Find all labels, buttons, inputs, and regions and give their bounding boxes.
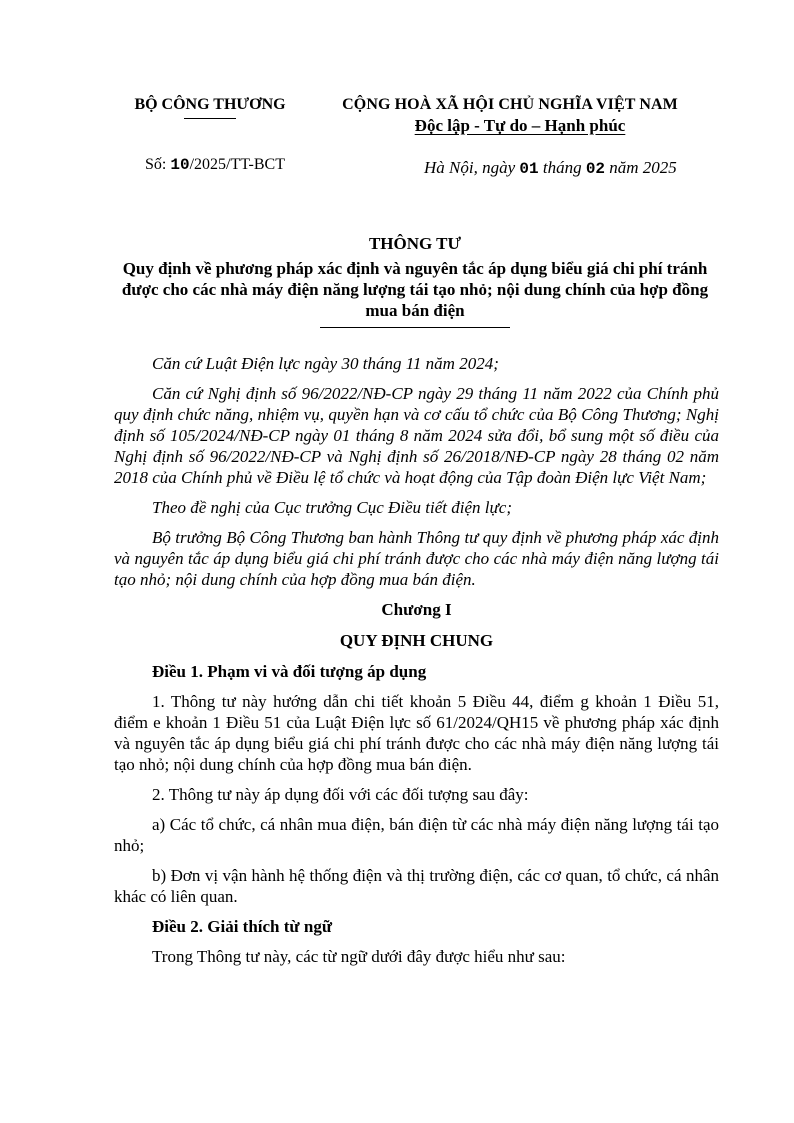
issue-date (380, 158, 750, 178)
issuing-authority (110, 95, 310, 119)
doc-no-number: 10 (170, 156, 190, 174)
doc-no-prefix: Số: (145, 156, 171, 173)
motto-text: Độc lập - Tự do – Hạnh phúc (414, 116, 626, 135)
date-month-word: tháng (538, 158, 586, 177)
nation-name: CỘNG HOÀ XÃ HỘI CHỦ NGHĨA VIỆT NAM (342, 96, 678, 113)
document-number (110, 156, 320, 174)
date-place: Hà Nội, ngày (424, 158, 520, 177)
chapter-name: QUY ĐỊNH CHUNG (339, 631, 494, 650)
title-underline (320, 327, 510, 328)
chapter-label: Chương I (381, 600, 452, 619)
document-body (114, 353, 719, 976)
article-1-heading: Điều 1. Phạm vi và đối tượng áp dụng (152, 662, 427, 681)
title-subject: Quy định về phương pháp xác định và nguyên tắc áp dụng biểu giá chi phí tránh được cho các nhà máy điện năng lượng tái tạo nhỏ; nội dung chính của hợp đồng mua bán điện (121, 259, 709, 320)
title-main: THÔNG TƯ (368, 234, 462, 253)
national-heading (315, 95, 705, 137)
date-day: 01 (519, 160, 539, 178)
article-1-point: b) Đơn vị vận hành hệ thống điện và thị trường điện, các cơ quan, tổ chức, cá nhân khác có liên quan. (114, 866, 719, 906)
document-title (110, 234, 720, 328)
national-motto (335, 115, 705, 137)
preamble-paragraph: Bộ trưởng Bộ Công Thương ban hành Thông tư quy định về phương pháp xác định và nguyên tắc áp dụng biểu giá chi phí tránh được cho các nhà máy điện năng lượng tái tạo nhỏ; nội dung chính của hợp đồng mua bán điện. (114, 528, 719, 589)
article-1-point: a) Các tổ chức, cá nhân mua điện, bán điện từ các nhà máy điện năng lượng tái tạo nhỏ; (114, 815, 719, 855)
article-2-intro: Trong Thông tư này, các từ ngữ dưới đây được hiểu như sau: (152, 947, 566, 966)
date-month: 02 (585, 160, 606, 178)
preamble-paragraph: Căn cứ Luật Điện lực ngày 30 tháng 11 năm 2024; (152, 354, 499, 373)
preamble-paragraph: Căn cứ Nghị định số 96/2022/NĐ-CP ngày 29 tháng 11 năm 2022 của Chính phủ quy định chức năng, nhiệm vụ, quyền hạn và cơ cấu tổ chức của Bộ Công Thương; Nghị định số 105/2024/NĐ-CP ngày 01 tháng 8 năm 2024 sửa đổi, bổ sung một số điều của Nghị định số 96/2022/NĐ-CP và Nghị định số 26/2018/NĐ-CP ngày 28 tháng 02 năm 2018 của Chính phủ về Điều lệ tổ chức và hoạt động của Tập đoàn Điện lực Việt Nam; (114, 384, 719, 487)
ministry-underline (184, 118, 236, 119)
preamble-paragraph: Theo đề nghị của Cục trưởng Cục Điều tiết điện lực; (152, 498, 512, 517)
article-2-heading: Điều 2. Giải thích từ ngữ (152, 917, 333, 936)
article-1-clause: 1. Thông tư này hướng dẫn chi tiết khoản 5 Điều 44, điểm g khoản 1 Điều 51, điểm e khoản 1 Điều 51 của Luật Điện lực số 61/2024/QH15 về phương pháp xác định và nguyên tắc áp dụng biểu giá chi phí tránh được cho các nhà máy điện năng lượng tái tạo nhỏ; nội dung chính của hợp đồng mua bán điện. (114, 692, 719, 774)
doc-no-suffix: /2025/TT-BCT (189, 156, 285, 173)
article-1-clause: 2. Thông tư này áp dụng đối với các đối tượng sau đây: (152, 785, 529, 804)
ministry-name: BỘ CÔNG THƯƠNG (134, 96, 286, 113)
date-year: năm 2025 (605, 158, 677, 177)
